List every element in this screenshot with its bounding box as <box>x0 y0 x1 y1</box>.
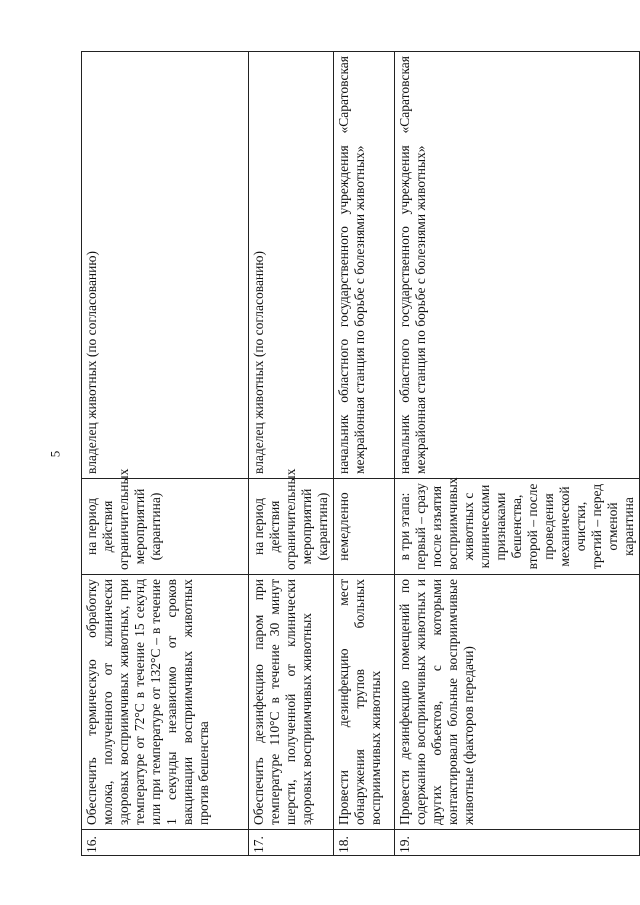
table-row <box>249 52 334 856</box>
deadline-text: на период действия ограничительных мероприятий (карантина) <box>82 479 249 575</box>
measure-text: Провести дезинфекцию помещений по содержанию восприимчивых животных и других объектов, с которыми контактировали больные восприимчивые животные (факторов передачи) <box>395 575 640 830</box>
deadline-text: на период действия ограничительных мероприятий (карантина) <box>249 479 334 575</box>
measure-text: Обеспечить термическую обработку молока, полученного от клинически здоровых восприимчивых животных, при температуре от 72°С в течение 15 секунд или при температуре от 132°С – в течение 1 секунды независимо от сроков вакцинации восприимчивых животных против бешенства <box>82 575 249 830</box>
measures-table <box>81 51 640 856</box>
responsible-text: начальник областного государственного учреждения «Саратовская межрайонная станция по борьбе с болезнями животных» <box>395 52 640 479</box>
table-row <box>395 52 640 856</box>
measure-text: Провести дезинфекцию мест обнаружения трупов больных восприимчивых животных <box>334 575 395 830</box>
row-number: 16. <box>82 830 249 856</box>
row-number: 17. <box>249 830 334 856</box>
responsible-text: владелец животных (по согласованию) <box>82 52 249 479</box>
rotated-page-content <box>81 52 636 856</box>
measure-text: Обеспечить дезинфекцию паром при температуре 110°С в течение 30 минут шерсти, полученной от клинически здоровых восприимчивых животных <box>249 575 334 830</box>
table-row <box>82 52 249 856</box>
deadline-text: немедленно <box>334 479 395 575</box>
table-row <box>334 52 395 856</box>
deadline-text: в три этапа: первый – сразу после изъятия восприимчивых животных с клиническими признаками бешенства, второй – после проведения механической очистки, третий – перед отменой карантина <box>395 479 640 575</box>
page-number: 5 <box>47 450 63 458</box>
responsible-text: начальник областного государственного учреждения «Саратовская межрайонная станция по борьбе с болезнями животных» <box>334 52 395 479</box>
row-number: 19. <box>395 830 640 856</box>
responsible-text: владелец животных (по согласованию) <box>249 52 334 479</box>
row-number: 18. <box>334 830 395 856</box>
